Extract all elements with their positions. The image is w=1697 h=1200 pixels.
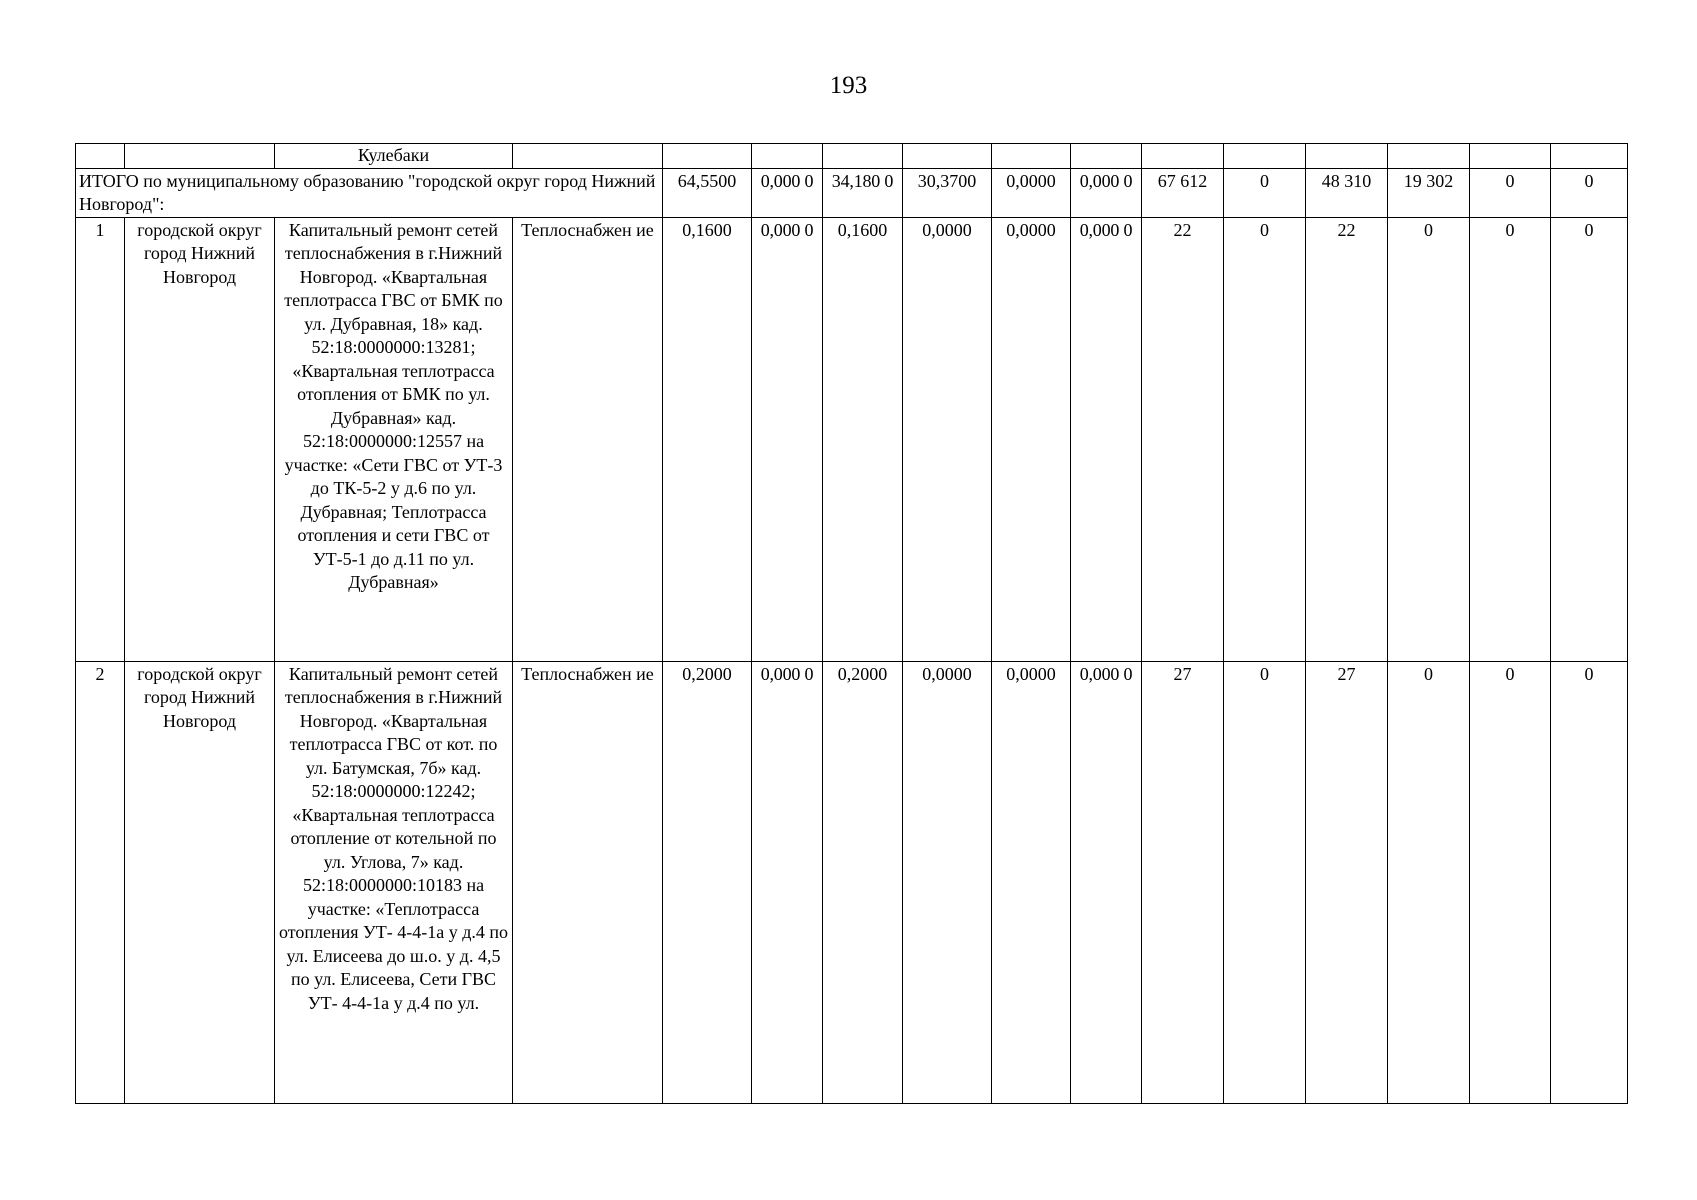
table-cell: 0,2000 <box>663 661 752 1103</box>
table-cell: 0 <box>1551 168 1628 217</box>
row-number: 1 <box>76 217 125 661</box>
table-cell: 0,000 0 <box>752 168 823 217</box>
table-cell: 0,0000 <box>903 661 992 1103</box>
table-cell: 19 302 <box>1388 168 1470 217</box>
row-description: Капитальный ремонт сетей теплоснабжения в г.Нижний Новгород. «Квартальная теплотрасса ГВС от кот. по ул. Батумская, 7б» кад. 52:18:0000000:12242; «Квартальная теплотрасса отопление от котельной по ул. Углова, 7» кад. 52:18:0000000:10183 на участке: «Теплотрасса отопления УТ- 4-4-1а у д.4 по ул. Елисеева до ш.о. у д. 4,5 по ул. Елисеева, Сети ГВС УТ- 4-4-1а у д.4 по ул. <box>275 661 513 1103</box>
table-cell: 0 <box>1224 168 1306 217</box>
table-cell: 34,180 0 <box>823 168 903 217</box>
cell-municipality <box>125 144 275 169</box>
table-cell: 0,000 0 <box>752 661 823 1103</box>
row-number: 2 <box>76 661 125 1103</box>
page-number: 193 <box>829 72 868 99</box>
table-cell: 0 <box>1388 661 1470 1103</box>
table-cell: 0,1600 <box>663 217 752 661</box>
table-cell: 0 <box>1470 168 1551 217</box>
cell-name: Кулебаки <box>275 144 513 169</box>
table-cell: 0 <box>1388 217 1470 661</box>
table-row-continuation <box>76 144 1628 169</box>
row-type: Теплоснабжен ие <box>513 661 663 1103</box>
table-cell: 22 <box>1306 217 1388 661</box>
table-cell: 27 <box>1306 661 1388 1103</box>
investment-program-table <box>75 143 1628 1104</box>
table-cell: 48 310 <box>1306 168 1388 217</box>
table-cell: 0,0000 <box>903 217 992 661</box>
table-cell: 22 <box>1142 217 1224 661</box>
table-cell: 0,000 0 <box>752 217 823 661</box>
cell-type <box>513 144 663 169</box>
table-row <box>76 661 1628 1103</box>
total-label: ИТОГО по муниципальному образованию "городской округ город Нижний Новгород": <box>76 168 663 217</box>
table-cell: 0,000 0 <box>1071 217 1142 661</box>
table-cell: 0 <box>1551 661 1628 1103</box>
table-cell: 0 <box>1224 217 1306 661</box>
table-cell: 0,2000 <box>823 661 903 1103</box>
table-cell: 0,0000 <box>992 217 1071 661</box>
table-cell: 0 <box>1470 217 1551 661</box>
table-cell: 0,1600 <box>823 217 903 661</box>
table-cell: 0,0000 <box>992 661 1071 1103</box>
table-row-total <box>76 168 1628 217</box>
table-row <box>76 217 1628 661</box>
cell-num <box>76 144 125 169</box>
row-municipality: городской округ город Нижний Новгород <box>125 217 275 661</box>
table-cell: 0,000 0 <box>1071 168 1142 217</box>
table-cell: 64,5500 <box>663 168 752 217</box>
table-cell: 67 612 <box>1142 168 1224 217</box>
table-cell: 0,0000 <box>992 168 1071 217</box>
table-cell: 27 <box>1142 661 1224 1103</box>
table-cell: 0 <box>1551 217 1628 661</box>
row-municipality: городской округ город Нижний Новгород <box>125 661 275 1103</box>
row-description: Капитальный ремонт сетей теплоснабжения в г.Нижний Новгород. «Квартальная теплотрасса ГВС от БМК по ул. Дубравная, 18» кад. 52:18:0000000:13281; «Квартальная теплотрасса отопления от БМК по ул. Дубравная» кад. 52:18:0000000:12557 на участке: «Сети ГВС от УТ-3 до ТК-5-2 у д.6 по ул. Дубравная; Теплотрасса отопления и сети ГВС от УТ-5-1 до д.11 по ул. Дубравная» <box>275 217 513 661</box>
table-cell: 30,3700 <box>903 168 992 217</box>
row-type: Теплоснабжен ие <box>513 217 663 661</box>
table-cell: 0 <box>1224 661 1306 1103</box>
table-cell: 0,000 0 <box>1071 661 1142 1103</box>
table-cell: 0 <box>1470 661 1551 1103</box>
